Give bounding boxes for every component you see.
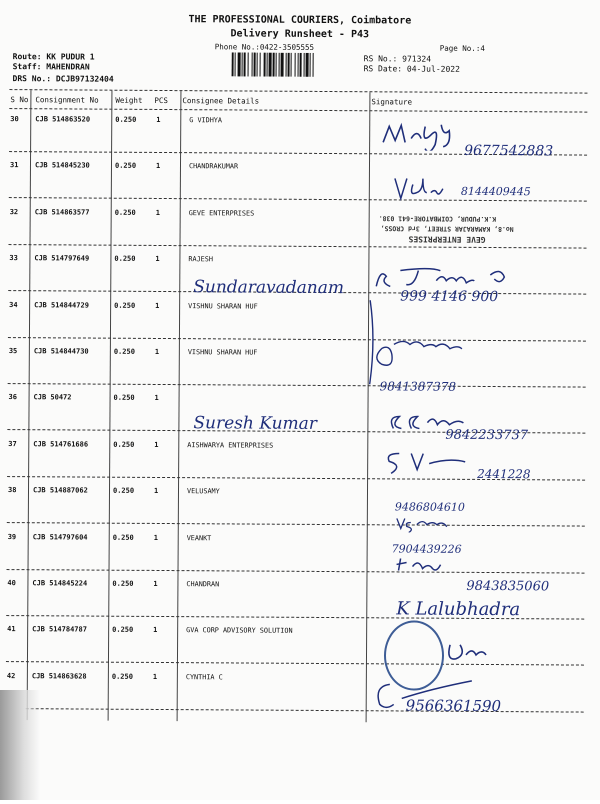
- row-weight: 0.250: [112, 486, 135, 496]
- divider-weight: [177, 91, 182, 721]
- row-sno: 36: [8, 393, 18, 402]
- row-consignee: VISHNU SHARAN HUF: [187, 348, 258, 357]
- signature-40-number: 9843835060: [466, 578, 550, 595]
- row-sno: 38: [7, 486, 17, 495]
- rs-number: RS No.: 971324: [363, 54, 432, 64]
- row-consignment: CJB 514887062: [32, 486, 88, 495]
- col-weight: Weight: [115, 95, 143, 105]
- divider-sno: [27, 90, 32, 720]
- row-weight: 0.250: [112, 579, 134, 588]
- row-pcs: 1: [153, 533, 158, 542]
- stamp-line-3: K.K.PUDUR, COIMBATORE-641 038.: [378, 214, 497, 224]
- row-sno: 42: [6, 671, 16, 680]
- phone-number: Phone No.:0422-3505555: [214, 42, 315, 52]
- row-consignee: VEANKT: [186, 533, 212, 542]
- row-pcs: 1: [155, 208, 160, 217]
- barcode: [232, 52, 352, 77]
- row-consignee: G VIDHYA: [189, 116, 223, 125]
- row-separator: [9, 244, 587, 249]
- row-separator: [8, 383, 586, 388]
- row-sno: 35: [8, 347, 18, 356]
- row-separator: [7, 522, 585, 527]
- row-consignee: RAJESH: [188, 255, 214, 264]
- page-number: Page No.:4: [439, 43, 485, 53]
- row-consignment: CJB 514863628: [31, 672, 87, 681]
- row-consignment: CJB 514845230: [34, 161, 90, 170]
- row-pcs: 1: [154, 394, 159, 403]
- signature-row-37: [383, 447, 473, 476]
- header-rule-bottom: [9, 108, 587, 113]
- stamp-line-2: No.8, KAMARAJAR STREET, 3rd CROSS,: [380, 224, 514, 234]
- row-pcs: 1: [155, 301, 160, 310]
- signature-row-39: [394, 556, 444, 576]
- row-weight: 0.250: [114, 162, 137, 171]
- row-consignment: CJB 514844730: [33, 347, 89, 356]
- row-separator: [9, 197, 587, 202]
- row-weight: 0.250: [111, 672, 133, 681]
- signature-row-31: [391, 174, 451, 202]
- divider-consignee: [366, 92, 371, 722]
- signature-37-number-a: 9842233737: [445, 427, 529, 444]
- col-signature: Signature: [371, 97, 413, 107]
- col-pcs: PCS: [154, 95, 168, 106]
- row-consignment: CJB 50472: [33, 393, 72, 402]
- row-pcs: 1: [153, 579, 158, 588]
- row-consignment: CJB 514761686: [33, 440, 89, 449]
- row-consignee: CHANDRAKUMAR: [188, 162, 239, 171]
- row-sno: 30: [10, 115, 19, 124]
- row-consignment: CJB 514797649: [34, 254, 90, 263]
- row-pcs: 1: [155, 162, 161, 171]
- row-weight: 0.250: [113, 347, 135, 356]
- signature-33-name: Sundaravadanam: [193, 277, 345, 299]
- row-weight: 0.250: [114, 254, 136, 264]
- row-consignment: CJB 514784787: [32, 625, 87, 634]
- signature-33-number: 999 4146 900: [400, 288, 499, 306]
- row-pcs: 1: [153, 626, 158, 635]
- signature-37-number-b: 2441228: [477, 466, 531, 482]
- row-consignee: VELUSAMY: [186, 487, 220, 496]
- row-consignee: AISHWARYA ENTERPRISES: [187, 440, 274, 450]
- signature-row-33: [370, 264, 520, 291]
- row-consignee: GEVE ENTERPRISES: [188, 208, 255, 218]
- signature-42-number: 9566361590: [405, 696, 502, 716]
- signature-39-number: 7904439226: [391, 542, 462, 556]
- signature-row-34-35: [364, 298, 505, 389]
- header-rule-top: [9, 89, 587, 94]
- company-seal-icon: [384, 620, 444, 690]
- row-sno: 34: [9, 300, 18, 309]
- row-separator: [6, 661, 584, 666]
- row-sno: 39: [7, 532, 17, 541]
- signature-40-name: K Lalubhadra: [396, 598, 521, 621]
- signature-row-38: [395, 514, 455, 532]
- signature-30-number: 9677542883: [464, 142, 554, 160]
- row-weight: 0.250: [113, 440, 135, 449]
- row-weight: 0.250: [113, 394, 135, 403]
- route-field: Route: KK PUDUR 1: [12, 52, 95, 62]
- row-pcs: 1: [153, 487, 159, 496]
- row-separator: [8, 337, 586, 342]
- row-pcs: 1: [154, 347, 160, 356]
- row-sno: 40: [7, 579, 16, 588]
- row-pcs: 1: [156, 115, 161, 124]
- col-consignee: Consignee Details: [182, 96, 260, 106]
- row-weight: 0.250: [114, 301, 136, 310]
- row-consignee: CYNTHIA C: [185, 672, 223, 682]
- row-consignment: CJB 514863520: [35, 115, 91, 124]
- row-consignment: CJB 514844729: [34, 300, 89, 310]
- signature-35-number: 9841387378: [379, 379, 457, 394]
- row-consignee: CHANDRAN: [186, 580, 220, 589]
- row-weight: 0.250: [115, 115, 137, 124]
- staff-field: Staff: MAHENDRAN: [12, 62, 90, 72]
- col-consignment: Consignment No: [35, 95, 99, 105]
- row-consignee: VISHNU SHARAN HUF: [188, 301, 258, 311]
- runsheet-title: Delivery Runsheet - P43: [230, 28, 370, 41]
- row-pcs: 1: [154, 440, 159, 449]
- signature-row-41: [444, 641, 494, 665]
- rs-date: RS Date: 04-Jul-2022: [363, 64, 460, 74]
- stamp-line-1: GEVE ENTERPRISES: [408, 234, 486, 244]
- drs-field: DRS No.: DCJB97132404: [12, 74, 114, 84]
- row-consignment: CJB 514797604: [32, 532, 88, 542]
- row-separator: [7, 569, 585, 574]
- row-sno: 32: [9, 207, 19, 216]
- row-consignment: CJB 514845224: [32, 579, 88, 588]
- row-sno: 37: [8, 439, 17, 448]
- row-weight: 0.250: [112, 533, 134, 542]
- row-consignee: GVA CORP ADVISORY SOLUTION: [186, 626, 293, 636]
- signature-31-number: 8144409445: [460, 184, 531, 199]
- scan-shadow: [0, 690, 40, 800]
- row-sno: 31: [9, 161, 19, 170]
- col-sno: S No: [10, 95, 29, 105]
- row-weight: 0.250: [112, 626, 134, 635]
- company-title: THE PROFESSIONAL COURIERS, Coimbatore: [188, 14, 412, 27]
- row-sno: 41: [7, 625, 16, 634]
- row-weight: 0.250: [114, 208, 136, 217]
- row-consignment: CJB 514863577: [34, 208, 90, 217]
- row-pcs: 1: [152, 672, 158, 681]
- signature-36-name: Suresh Kumar: [193, 413, 317, 434]
- row-sno: 33: [9, 254, 18, 263]
- row-pcs: 1: [155, 255, 160, 264]
- signature-38-number: 9486804610: [394, 500, 465, 514]
